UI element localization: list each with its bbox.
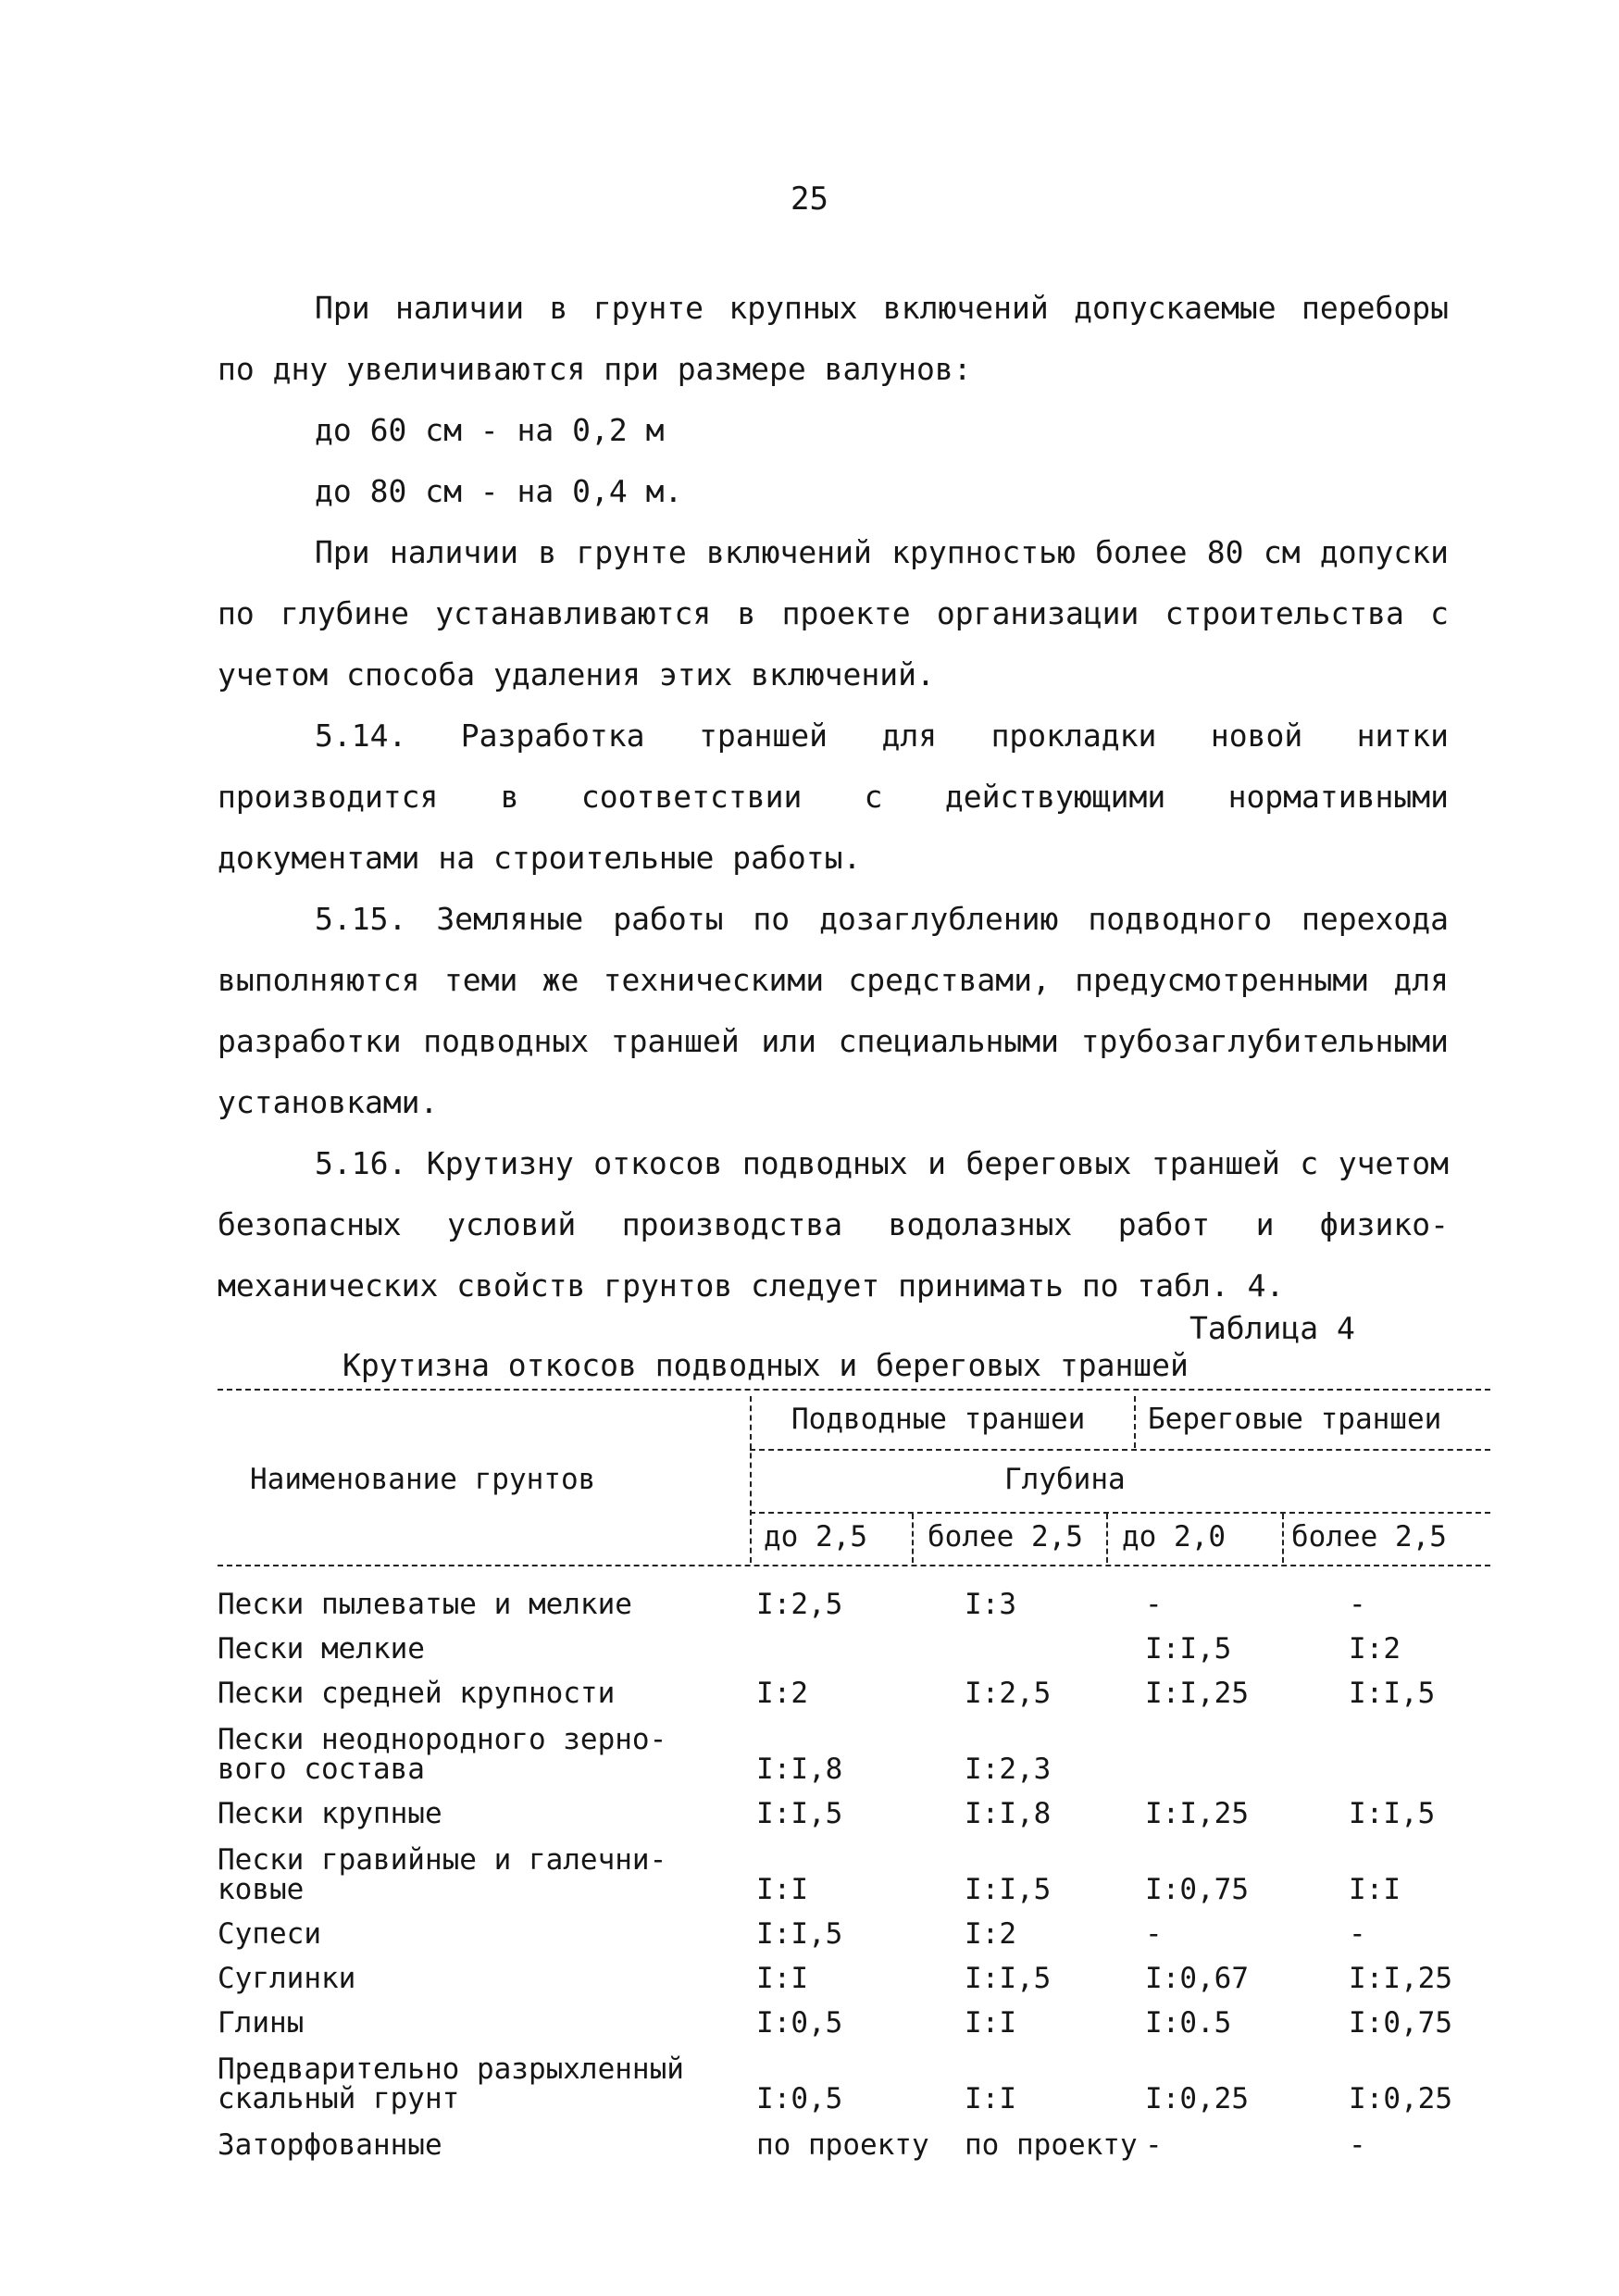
soil-name: Пески пылеватые и мелкие xyxy=(218,1588,632,1621)
table-caption: Таблица 4 xyxy=(1189,1310,1355,1346)
soil-name: Пески мелкие xyxy=(218,1632,425,1666)
table-cell: I:I xyxy=(965,2082,1016,2115)
table-cell: - xyxy=(1349,1917,1366,1951)
header-sub-3: до 2,0 xyxy=(1122,1520,1226,1554)
table-title: Крутизна откосов подводных и береговых траншей xyxy=(342,1347,1189,1383)
table-cell: I:0,5 xyxy=(756,2082,843,2115)
table-row xyxy=(218,1904,1490,1949)
page-number: 25 xyxy=(791,181,828,218)
table-cell: I:2 xyxy=(756,1677,808,1710)
table-cell xyxy=(1349,1708,1490,1784)
paragraph: до 60 см - на 0,2 м xyxy=(315,412,665,448)
soil-name: Пески средней крупности xyxy=(218,1677,616,1710)
paragraph: 5.15. Земляные работы по дозаглублению подводного перехода выполняются теми же техническими средствами, предусмотренными для разработки подводных траншей или специальными трубозаглубительными установками. xyxy=(218,901,1449,1120)
soil-name: Пески крупные xyxy=(218,1797,442,1830)
table-row xyxy=(218,1949,1490,1993)
table-cell: I:I,5 xyxy=(756,1797,843,1830)
paragraph: При наличии в грунте включений крупностью более 80 см допуски по глубине устанавливаются в проекте организации строительства с учетом способа удаления этих включений. xyxy=(218,534,1449,693)
table-cell: I:I,5 xyxy=(756,1917,843,1951)
table-cell: I:0.5 xyxy=(1145,2006,1232,2040)
table-row xyxy=(218,1708,1490,1784)
table-cell: I:I xyxy=(965,2006,1016,2040)
header-underwater: Подводные траншеи xyxy=(791,1403,1086,1436)
header-divider xyxy=(912,1514,914,1563)
table-cell: I:I xyxy=(756,1962,808,1995)
soil-name: Супеси xyxy=(218,1917,321,1951)
header-sub-4: более 2,5 xyxy=(1291,1520,1447,1554)
table-cell: I:2 xyxy=(1349,1632,1401,1666)
table-cell xyxy=(756,1619,965,1664)
table-row xyxy=(218,2038,1490,2114)
table-cell: I:I,25 xyxy=(1145,1797,1249,1830)
soil-name: Суглинки xyxy=(218,1962,356,1995)
header-divider xyxy=(1106,1514,1108,1563)
table-cell: I:I,5 xyxy=(1349,1677,1436,1710)
table-cell: I:0,75 xyxy=(1145,1873,1249,1906)
table-cell: I:I,8 xyxy=(965,1797,1052,1830)
header-shore: Береговые траншеи xyxy=(1148,1403,1442,1436)
header-sub-2: более 2,5 xyxy=(928,1520,1083,1554)
paragraph: 5.16. Крутизну откосов подводных и береговых траншей с учетом безопасных условий производства водолазных работ и физико-механических свойств грунтов следует принимать по табл. 4. xyxy=(218,1145,1449,1304)
table-cell: - xyxy=(1145,2128,1163,2162)
table-header-rule xyxy=(218,1565,1490,1566)
header-soil-name: Наименование грунтов xyxy=(250,1463,596,1496)
header-divider xyxy=(750,1512,1490,1514)
table-row xyxy=(218,2114,1490,2160)
header-divider xyxy=(1134,1396,1136,1448)
table-cell: I:0,5 xyxy=(756,2006,843,2040)
table-cell: I:I,5 xyxy=(1145,1632,1232,1666)
table-cell: I:0,75 xyxy=(1349,2006,1452,2040)
table-cell: I:I,25 xyxy=(1349,1962,1452,1995)
header-divider xyxy=(750,1396,752,1563)
paragraph: При наличии в грунте крупных включений допускаемые переборы по дну увеличиваются при размере валунов: xyxy=(218,290,1449,387)
table-cell: по проекту xyxy=(756,2128,929,2162)
paragraph: до 80 см - на 0,4 м. xyxy=(315,473,683,509)
table-cell xyxy=(965,1619,1145,1664)
header-divider xyxy=(1282,1514,1284,1563)
soil-name: Заторфованные xyxy=(218,2128,442,2162)
table-cell: - xyxy=(1349,2128,1366,2162)
paragraph: 5.14. Разработка траншей для прокладки новой нитки производится в соответствии с действующими нормативными документами на строительные работы. xyxy=(218,718,1449,876)
table-cell: I:I,5 xyxy=(1349,1797,1436,1830)
table-top-rule xyxy=(218,1389,1490,1391)
table-cell: I:0,67 xyxy=(1145,1962,1249,1995)
table-row xyxy=(218,1784,1490,1828)
table-cell: I:2,5 xyxy=(756,1588,843,1621)
table-cell: I:I,25 xyxy=(1145,1677,1249,1710)
table-cell: I:I,5 xyxy=(965,1962,1052,1995)
slope-table xyxy=(218,1578,1490,2160)
table-cell: по проекту xyxy=(965,2128,1138,2162)
table-row xyxy=(218,1664,1490,1708)
soil-name: Пески неоднородного зерно- вого состава xyxy=(218,1723,667,1786)
table-cell: - xyxy=(1145,1917,1163,1951)
soil-name: Глины xyxy=(218,2006,305,2040)
table-cell: I:2 xyxy=(965,1917,1016,1951)
soil-name: Предварительно разрыхленный скальный грунт xyxy=(218,2053,684,2115)
table-cell: I:0,25 xyxy=(1145,2082,1249,2115)
table-cell: I:0,25 xyxy=(1349,2082,1452,2115)
table-row xyxy=(218,1993,1490,2038)
table-row xyxy=(218,1578,1490,1619)
header-depth: Глубина xyxy=(1004,1463,1126,1496)
table-cell: I:I,5 xyxy=(965,1873,1052,1906)
table-row xyxy=(218,1619,1490,1664)
table-cell: I:3 xyxy=(965,1588,1016,1621)
soil-name: Пески гравийные и галечни- ковые xyxy=(218,1843,667,1906)
table-cell: - xyxy=(1349,1588,1366,1621)
table-cell: I:I xyxy=(756,1873,808,1906)
body-text xyxy=(218,278,1449,1316)
table-row xyxy=(218,1828,1490,1904)
header-divider xyxy=(750,1449,1490,1451)
table-cell: I:2,3 xyxy=(965,1753,1052,1786)
table-cell: I:2,5 xyxy=(965,1677,1052,1710)
table-cell: I:I,8 xyxy=(756,1753,843,1786)
header-sub-1: до 2,5 xyxy=(764,1520,867,1554)
table-cell: - xyxy=(1145,1588,1163,1621)
table-cell: I:I xyxy=(1349,1873,1401,1906)
table-cell xyxy=(1145,1708,1349,1784)
